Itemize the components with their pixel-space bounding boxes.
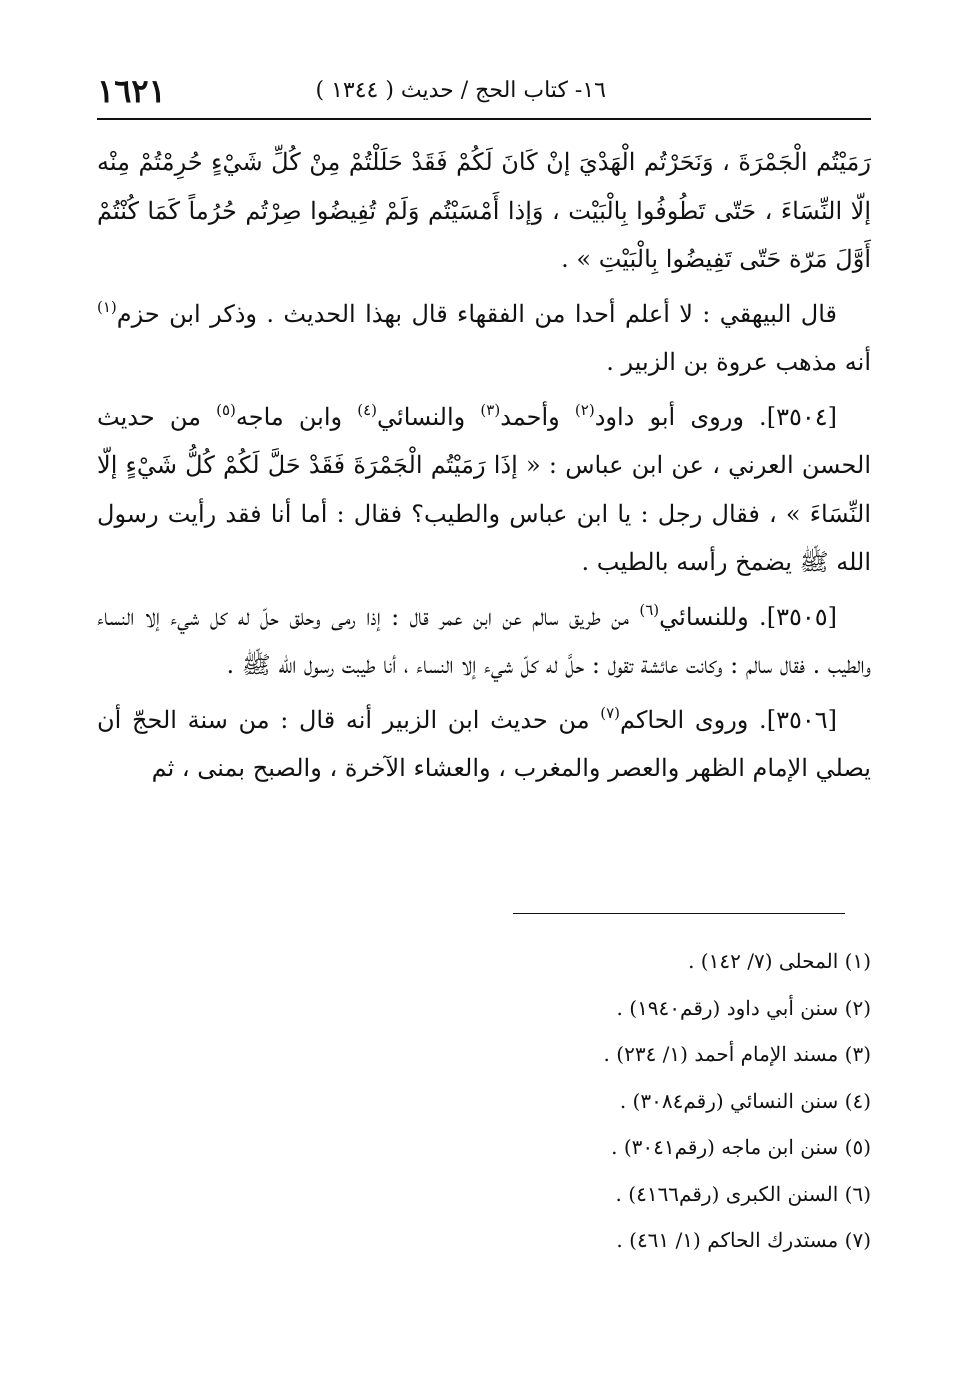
text-run: والنسائي <box>377 402 481 431</box>
text-run: قال البيهقي : لا أعلم أحدا من الفقهاء قال بهذا الحديث . وذكر ابن حزم <box>116 299 837 328</box>
footnote-4: (٤) سنن النسائي (رقم٣٠٨٤) . <box>619 1088 871 1113</box>
text-run: . وروى الحاكم <box>620 705 767 734</box>
footnote-ref: (٧) <box>600 703 620 722</box>
text-run: . وللنسائي <box>659 602 767 631</box>
text-run: . وروى أبو داود <box>594 402 767 431</box>
hadith-number: [٣٥٠٤] <box>766 402 837 431</box>
footnote-1: (١) المحلى (٧/ ١٤٢) . <box>688 949 871 973</box>
text-run: من حديث الحسن العرني ، عن ابن عباس : « إذَا رَمَيْتُم الْجَمْرَةَ فَقَدْ حَلَّ لَكُمْ كُلُّ شَيْءٍ إلّا النِّسَاءَ » ، فقال رجل : يا ابن عباس والطيب؟ فقال : أما أنا فقد رأيت رسول الله ﷺ يضمخ رأسه بالطيب . <box>97 402 871 576</box>
footnote-7: (٧) مستدرك الحاكم (١/ ٤٦١) . <box>616 1228 871 1252</box>
main-text <box>97 138 871 799</box>
paragraph-bayhaqi <box>97 290 871 387</box>
paragraph-3505 <box>97 593 871 690</box>
running-title: ١٦- كتاب الحج / حديث ( ١٣٤٤ ) <box>315 78 606 103</box>
footnote-separator <box>513 913 845 914</box>
paragraph-hadith-text: رَمَيْتُم الْجَمْرَةَ ، وَنَحَرْتُم الْهَدْيَ إنْ كَانَ لَكُمْ فَقَدْ حَلَلْتُمْ مِنْ كُلِّ شَيْءٍ حُرِمْتُمْ مِنْه إلّا النِّسَاءَ ، حَتّى تَطُوفُوا بِالْبَيْت ، وَإذا أَمْسَيْتُم وَلَمْ تُفِيضُوا صِرْتُم حُرُماً كَمَا كُنْتُمْ أَوَّلَ مَرّة حَتّى تَفِيضُوا بِالْبَيْتِ » . <box>97 148 871 273</box>
text-run: وابن ماجه <box>235 402 358 431</box>
footnote-ref: (٦) <box>639 600 660 619</box>
footnote-ref: (٥) <box>216 400 236 419</box>
footnote-ref: (٣) <box>480 400 501 419</box>
text-run: من حديث ابن الزبير أنه قال : من سنة الحجّ أن يصلي الإمام الظهر والعصر والمغرب ، والعشاء الآخرة ، والصبح بمنى ، ثم <box>97 705 871 782</box>
footnote-3: (٣) مسند الإمام أحمد (١/ ٢٣٤) . <box>603 1042 871 1066</box>
hadith-number: [٣٥٠٥] <box>766 602 837 631</box>
footnote-ref: (٤) <box>357 400 378 419</box>
text-run: من طريق سالم عن ابن عمر قال : إذا رمى وحلق حلّ له كل شيء إلا النساء والطيب . فقال سالم : وكانت عائشة تقول : حلَّ له كلّ شيء إلا النساء ، أنا طيبت رسول الله ﷺ . <box>97 602 871 679</box>
hadith-number: [٣٥٠٦] <box>766 705 838 734</box>
text-run: أنه مذهب عروة بن الزبير . <box>606 348 871 376</box>
paragraph-3506 <box>97 696 871 793</box>
text-run: وأحمد <box>500 402 575 431</box>
page-number: ١٦٢١ <box>97 72 166 110</box>
footnotes <box>97 938 871 1264</box>
footnote-5: (٥) سنن ابن ماجه (رقم٣٠٤١) . <box>611 1135 871 1159</box>
page-header <box>97 72 871 120</box>
header-rule <box>97 118 871 120</box>
footnote-ref: (٢) <box>574 400 595 419</box>
footnote-6: (٦) السنن الكبرى (رقم٤١٦٦) . <box>615 1181 871 1206</box>
paragraph-3504 <box>97 393 871 587</box>
footnote-ref: (١) <box>97 297 117 316</box>
footnote-2: (٢) سنن أبي داود (رقم١٩٤٠) . <box>616 995 871 1020</box>
